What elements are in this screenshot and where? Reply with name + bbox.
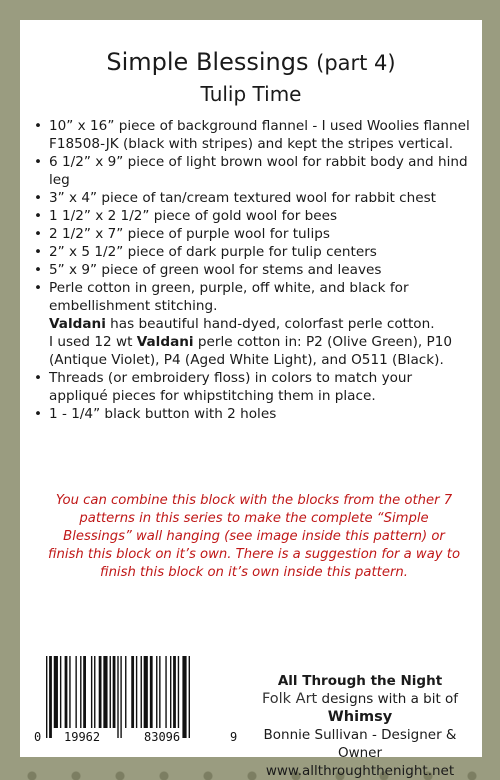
valdani-note-colors <box>49 333 474 369</box>
list-item: • Threads (or embroidery floss) in colors to match your appliqué pieces for whipstitching them in place. <box>34 369 474 405</box>
pattern-card <box>20 20 482 779</box>
list-item: • 6 1/2” x 9” piece of light brown wool for rabbit body and hind leg <box>34 153 474 189</box>
list-item: • 1 - 1/4” black button with 2 holes <box>34 405 474 423</box>
list-item: • 3” x 4” piece of tan/cream textured wool for rabbit chest <box>34 189 474 207</box>
valdani-note <box>49 315 474 333</box>
brand-block <box>242 672 478 780</box>
note-text: has beautiful hand-dyed, colorfast perle cotton. <box>105 316 435 332</box>
list-item: • 2 1/2” x 7” piece of purple wool for tulips <box>34 225 474 243</box>
tagline-whimsy: Whimsy <box>327 709 393 725</box>
barcode-digit-first: 0 <box>34 730 42 744</box>
list-item: • 5” x 9” piece of green wool for stems and leaves <box>34 261 474 279</box>
brand-name: Valdani <box>49 316 106 332</box>
website-link[interactable]: www.allthroughthenight.net <box>265 763 455 779</box>
pattern-subtitle: Tulip Time <box>200 82 302 106</box>
list-item: • 10” x 16” piece of background flannel - I used Woolies flannel F18508-JK (black with stripes) and kept the stripes vertical. <box>34 117 474 153</box>
tagline-middle: designs with a bit of <box>317 691 459 707</box>
list-item: • 2” x 5 1/2” piece of dark purple for tulip centers <box>34 243 474 261</box>
note-text: perle cotton in: P2 (Olive Green), P10 (Antique Violet), P4 (Aged White Light), and O511 (Black). <box>49 334 453 368</box>
barcode <box>34 656 244 748</box>
title-text: Simple Blessings <box>106 48 309 76</box>
barcode-digit-last: 9 <box>230 730 238 744</box>
title-part: (part 4) <box>316 51 396 75</box>
brand-tagline <box>242 690 478 726</box>
brand-name: Valdani <box>136 334 194 350</box>
list-item-text: Perle cotton in green, purple, off white, and black for embellishment stitching. <box>49 280 409 314</box>
barcode-digits-left: 19962 <box>64 730 101 744</box>
promo-text: You can combine this block with the blocks from the other 7 patterns in this series to make the complete “Simple Blessings” wall hanging (see image inside this pattern) or finish this block on it’s own. There is a suggestion for a way to finish this block on it’s own inside this pattern. <box>47 493 461 580</box>
tagline-folk-art: Folk Art <box>261 691 318 707</box>
designer-credit: Bonnie Sullivan - Designer & Owner <box>263 727 457 761</box>
brand-name-heading: All Through the Night <box>277 673 443 689</box>
pattern-title <box>20 48 482 77</box>
list-item: • 1 1/2” x 2 1/2” piece of gold wool for bees <box>34 207 474 225</box>
note-text: I used 12 wt <box>49 334 137 350</box>
materials-list <box>34 117 474 423</box>
list-item <box>34 279 474 369</box>
barcode-digits-right: 83096 <box>144 730 181 744</box>
